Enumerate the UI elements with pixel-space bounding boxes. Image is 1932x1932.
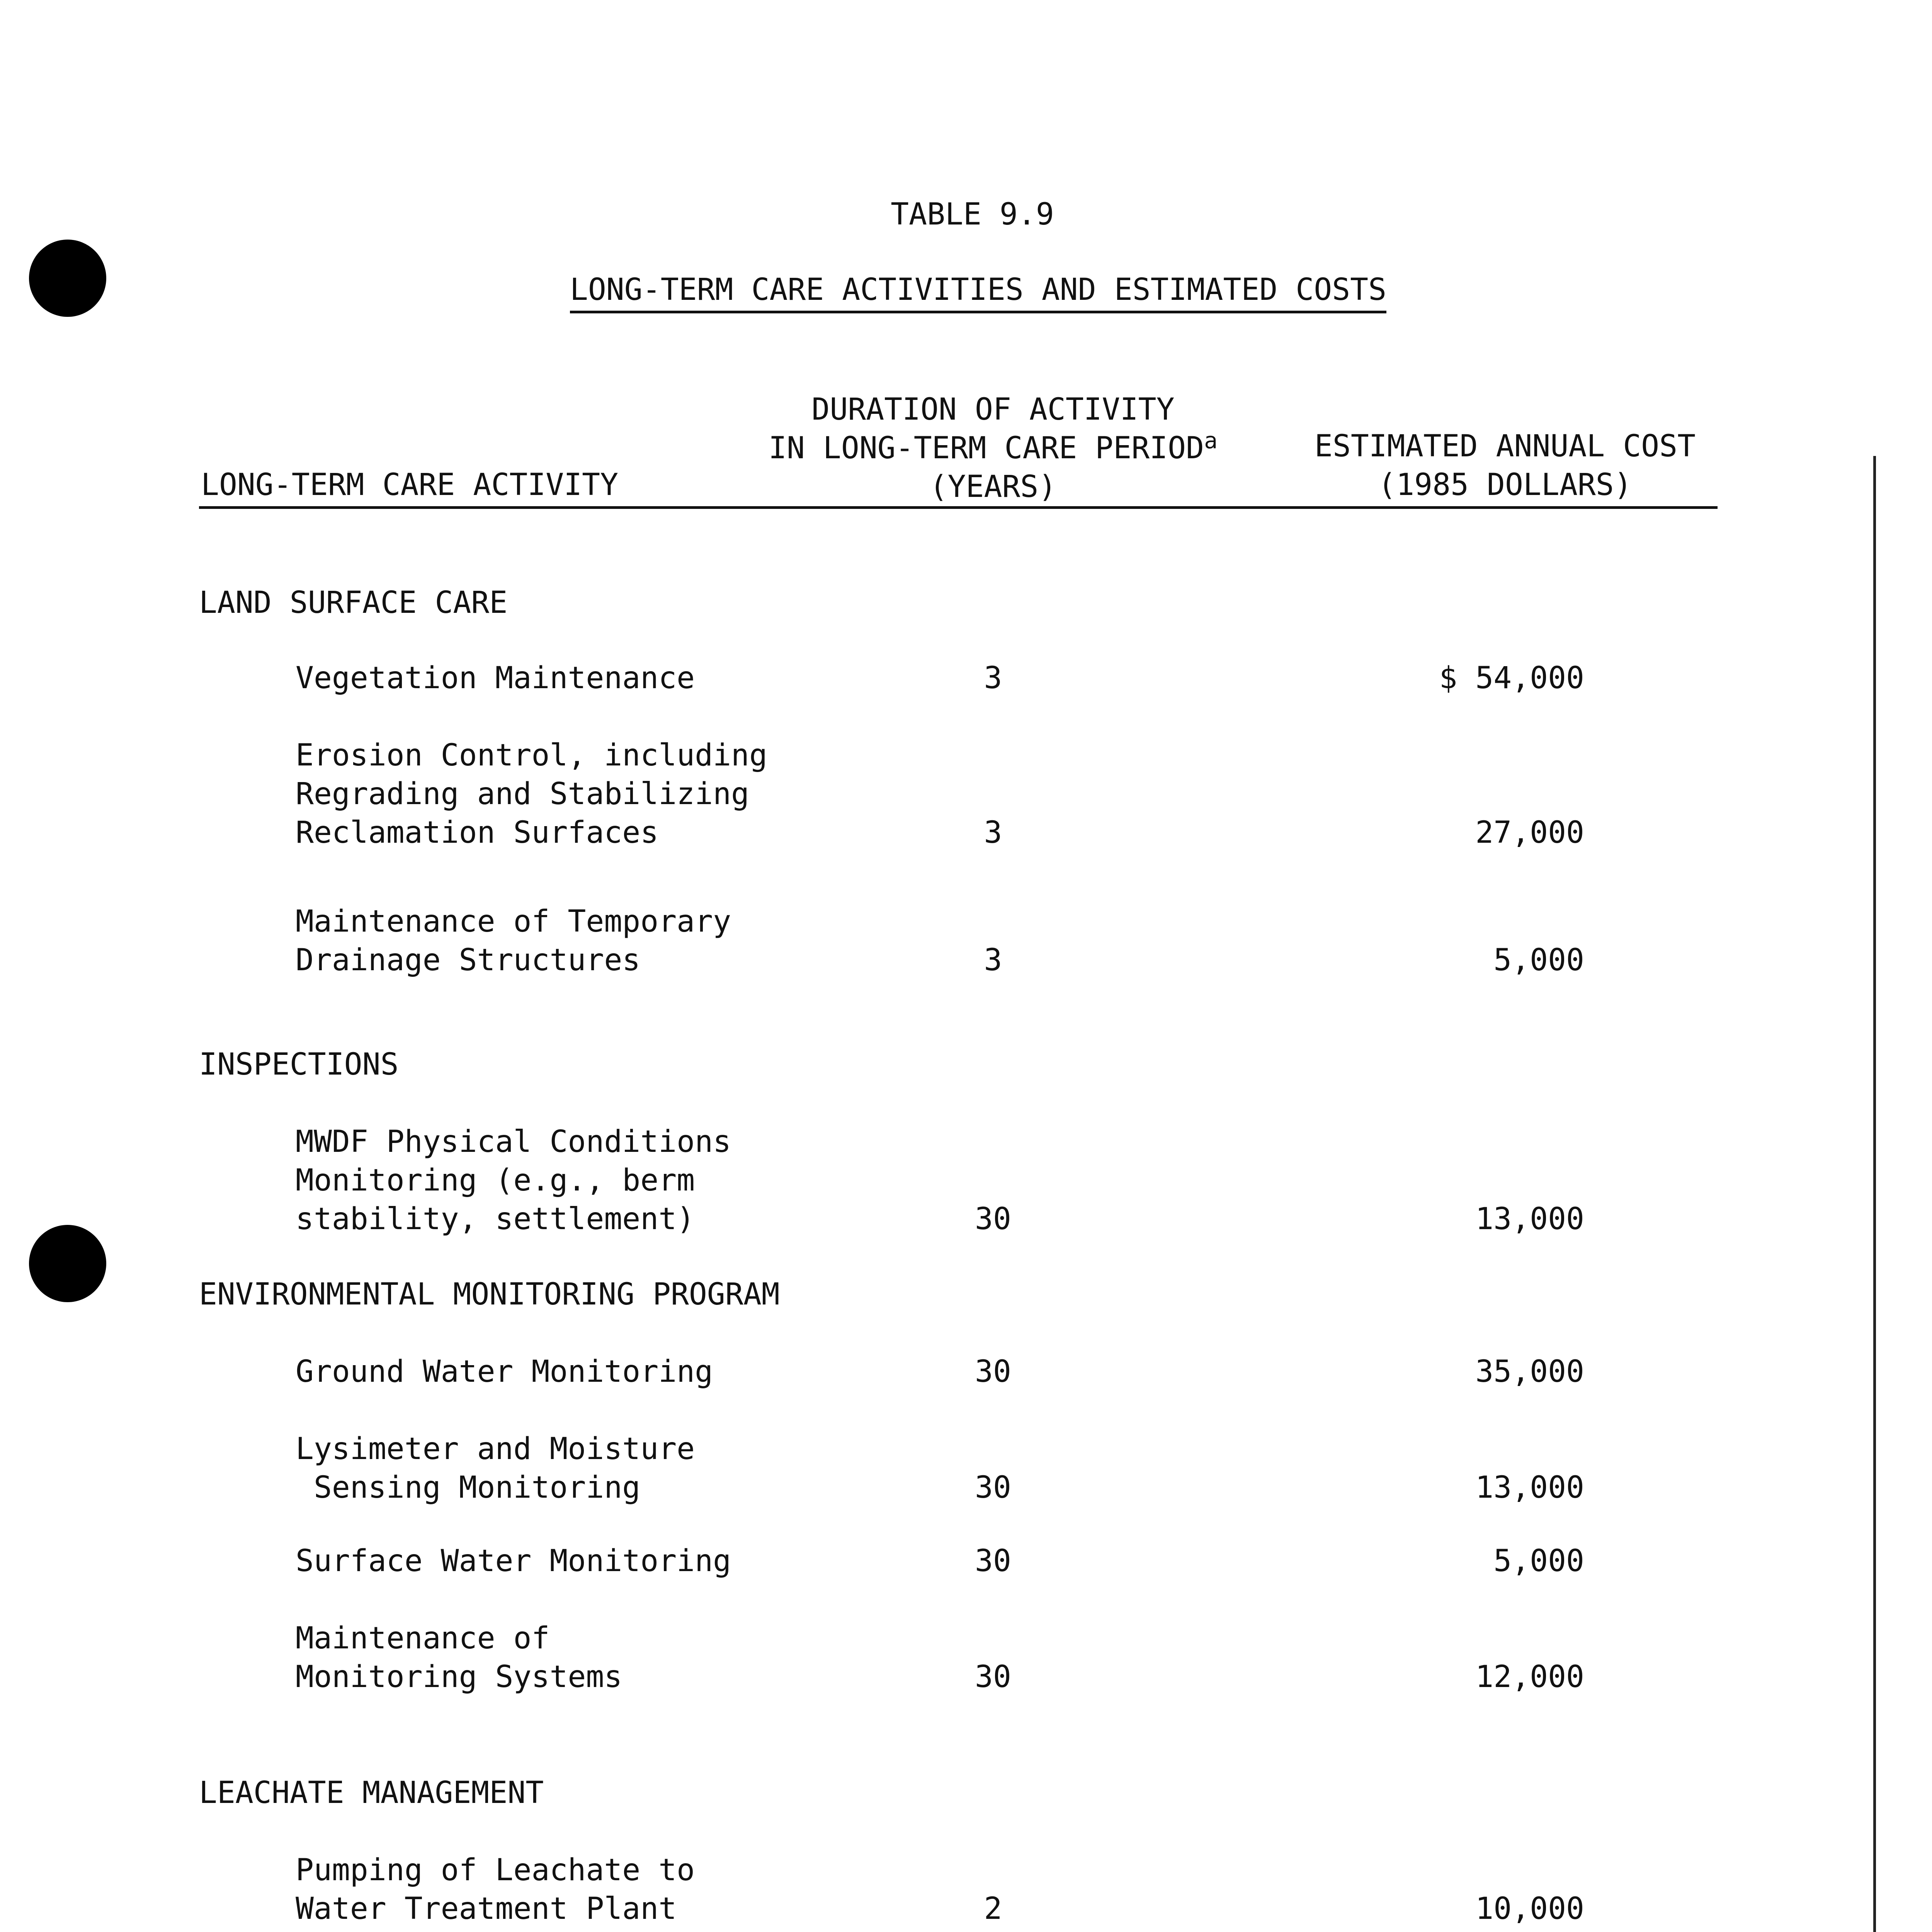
table-row xyxy=(0,1542,1932,1580)
table-row xyxy=(0,1352,1932,1391)
column-header-activity: LONG-TERM CARE ACTIVITY xyxy=(201,468,619,502)
activity-cell: Pumping of Leachate to Water Treatment Plant xyxy=(296,1853,695,1926)
cost-cell: 13,000 xyxy=(1475,1202,1584,1236)
cost-cell: $ 54,000 xyxy=(1439,661,1584,696)
column-header-cost xyxy=(1287,427,1723,504)
section-heading: INSPECTIONS xyxy=(199,1047,399,1082)
duration-header-line1: DURATION OF ACTIVITY xyxy=(811,392,1175,427)
section-heading: ENVIRONMENTAL MONITORING PROGRAM xyxy=(199,1277,780,1312)
duration-cell: 2 xyxy=(984,1891,1002,1926)
footnote-marker: a xyxy=(1204,427,1218,454)
table-number: TABLE 9.9 xyxy=(891,197,1054,232)
header-rule xyxy=(199,506,1718,509)
cost-cell: 35,000 xyxy=(1475,1354,1584,1389)
activity-cell: Lysimeter and Moisture Sensing Monitoring xyxy=(296,1432,695,1505)
section-heading: LEACHATE MANAGEMENT xyxy=(199,1776,544,1810)
table-section-row xyxy=(0,1774,1932,1812)
table-title-container xyxy=(0,270,1932,313)
duration-cell: 30 xyxy=(975,1354,1011,1389)
activity-cell: Maintenance of Temporary Drainage Structures xyxy=(296,904,731,978)
table-row xyxy=(0,1619,1932,1696)
table-row xyxy=(0,1122,1932,1238)
duration-cell: 3 xyxy=(984,815,1002,850)
table-row xyxy=(0,736,1932,852)
activity-cell: Maintenance of Monitoring Systems xyxy=(296,1621,622,1694)
activity-cell: MWDF Physical Conditions Monitoring (e.g., berm stability, settlement) xyxy=(296,1124,731,1236)
cost-cell: 12,000 xyxy=(1475,1660,1584,1694)
duration-cell: 30 xyxy=(975,1660,1011,1694)
table-row xyxy=(0,1851,1932,1928)
activity-cell: Ground Water Monitoring xyxy=(296,1354,713,1389)
cost-cell: 5,000 xyxy=(1493,943,1584,978)
cost-header-line1: ESTIMATED ANNUAL COST xyxy=(1314,429,1696,464)
table-title: LONG-TERM CARE ACTIVITIES AND ESTIMATED COSTS xyxy=(570,270,1386,313)
duration-cell: 3 xyxy=(984,943,1002,978)
table-row xyxy=(0,1430,1932,1507)
table-section-row xyxy=(0,1045,1932,1084)
activity-cell: Vegetation Maintenance xyxy=(296,661,695,696)
cost-header-line2: (1985 DOLLARS) xyxy=(1378,468,1632,502)
duration-cell: 30 xyxy=(975,1202,1011,1236)
table-row xyxy=(0,659,1932,697)
column-header-duration xyxy=(726,390,1260,506)
table-section-row xyxy=(0,1275,1932,1314)
cost-cell: 10,000 xyxy=(1475,1891,1584,1926)
activity-cell: Erosion Control, including Regrading and Stabilizing Reclamation Surfaces xyxy=(296,738,767,850)
cost-cell: 13,000 xyxy=(1475,1470,1584,1505)
table-row xyxy=(0,902,1932,980)
activity-cell: Surface Water Monitoring xyxy=(296,1544,731,1578)
section-heading: LAND SURFACE CARE xyxy=(199,585,508,620)
cost-cell: 5,000 xyxy=(1493,1544,1584,1578)
duration-header-line3: (YEARS) xyxy=(929,469,1057,504)
duration-header-line2: IN LONG-TERM CARE PERIOD$^a$ xyxy=(769,427,1218,466)
duration-cell: 30 xyxy=(975,1544,1011,1578)
duration-cell: 30 xyxy=(975,1470,1011,1505)
cost-cell: 27,000 xyxy=(1475,815,1584,850)
table-section-row xyxy=(0,583,1932,622)
duration-cell: 3 xyxy=(984,661,1002,696)
